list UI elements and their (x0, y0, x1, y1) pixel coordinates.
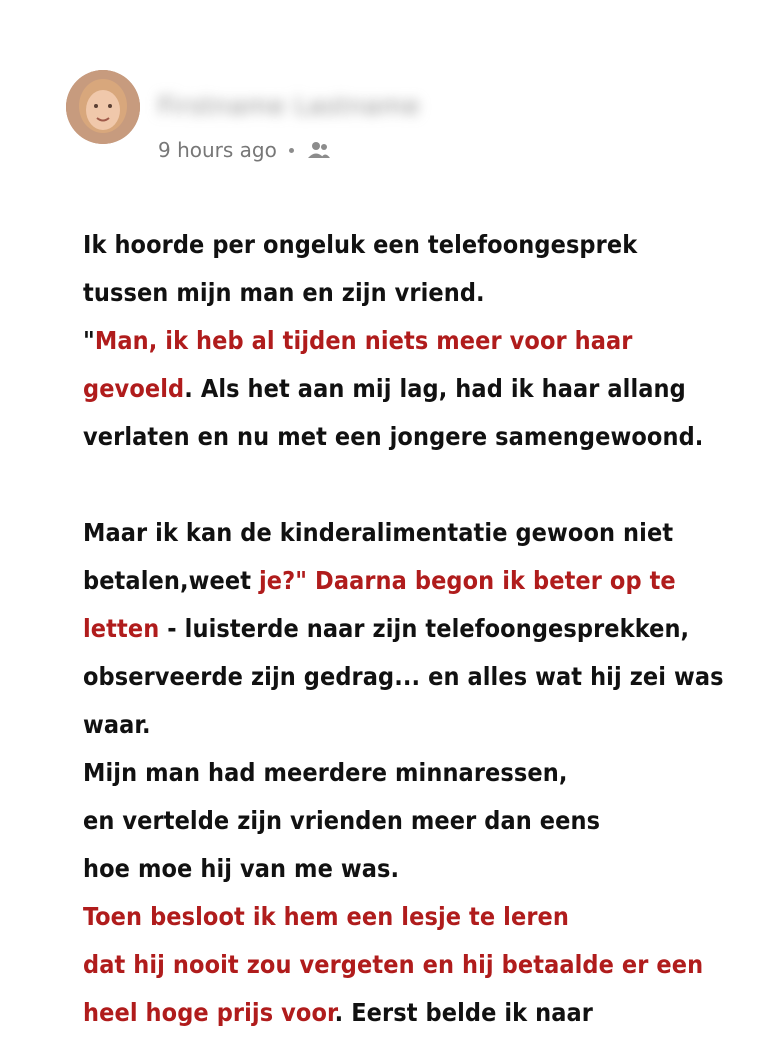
author-name[interactable]: Firstname Lastname (158, 92, 421, 120)
text-segment: betalen,weet (83, 566, 259, 595)
highlighted-text: Man, ik heb al tijden niets meer voor haar (94, 326, 633, 355)
text-line (83, 365, 733, 413)
text-line: en vertelde zijn vrienden meer dan eens (83, 806, 601, 835)
post-meta (158, 138, 332, 162)
text-line (83, 605, 733, 653)
text-line (83, 989, 733, 1037)
separator-dot (289, 148, 294, 153)
avatar[interactable] (66, 70, 140, 144)
text-line: tussen mijn man en zijn vriend. (83, 278, 485, 307)
text-line (83, 317, 733, 365)
text-line (83, 557, 733, 605)
paragraph-gap (83, 461, 733, 509)
text-line: Mijn man had meerdere minnaressen, (83, 758, 568, 787)
text-segment: . Eerst belde ik naar (334, 998, 593, 1027)
highlighted-text-line: dat hij nooit zou vergeten en hij betaalde er een (83, 950, 704, 979)
text-line: Maar ik kan de kinderalimentatie gewoon niet (83, 518, 674, 547)
text-segment: . Als het aan mij lag, had ik haar allang (184, 374, 686, 403)
highlighted-text: heel hoge prijs voor (83, 998, 335, 1027)
text-line: waar. (83, 710, 151, 739)
avatar-image (66, 70, 140, 144)
post-header (66, 70, 666, 170)
text-line: hoe moe hij van me was. (83, 854, 400, 883)
friends-icon[interactable] (306, 140, 332, 160)
highlighted-text: je?" Daarna begon ik beter op te (258, 566, 676, 595)
text-segment: - luisterde naar zijn telefoongesprekken, (159, 614, 690, 643)
highlighted-text: letten (83, 614, 160, 643)
text-line: verlaten en nu met een jongere samengewoond. (83, 422, 704, 451)
highlighted-text-line: Toen besloot ik hem een lesje te leren (83, 902, 570, 931)
highlighted-text: gevoeld (83, 374, 185, 403)
text-line: Ik hoorde per ongeluk een telefoongesprek (83, 230, 638, 259)
post-text (83, 221, 733, 1037)
timestamp[interactable]: 9 hours ago (158, 138, 277, 162)
text-line: observeerde zijn gedrag... en alles wat hij zei was (83, 662, 724, 691)
text-segment: " (83, 326, 95, 355)
